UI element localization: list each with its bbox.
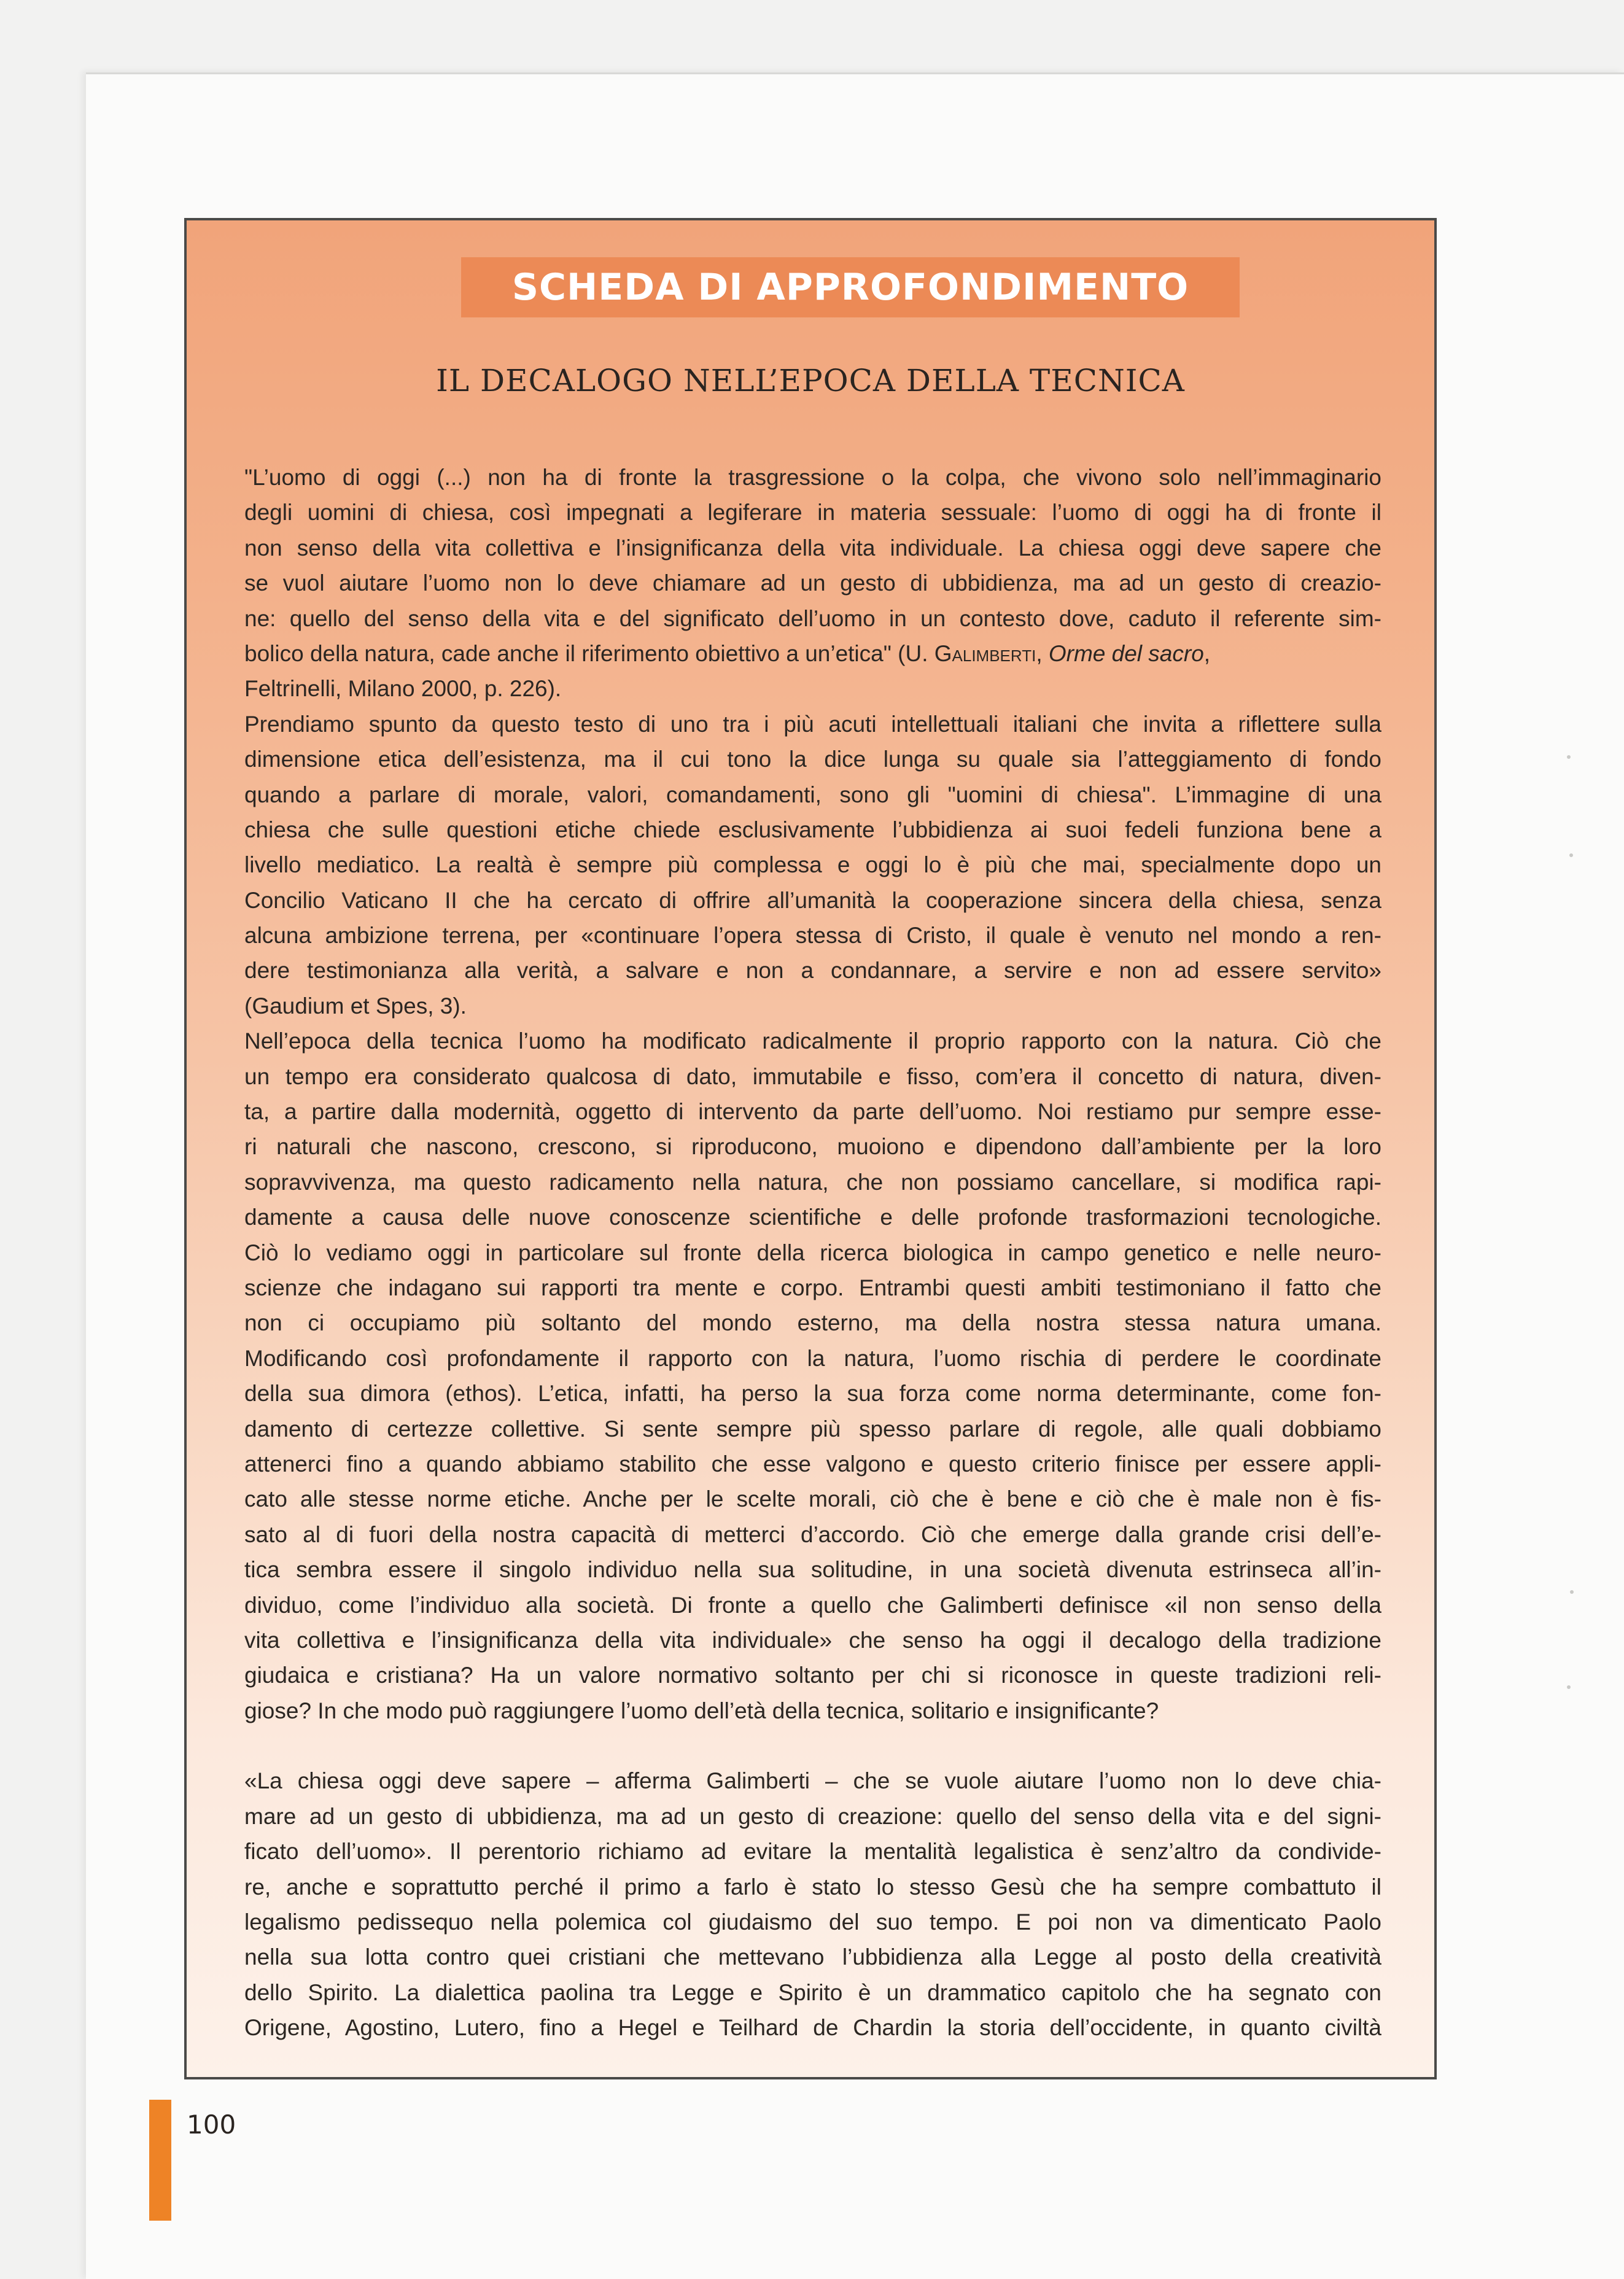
text-line: non ci occupiamo più soltanto del mondo esterno, ma della nostra stessa natura umana. xyxy=(244,1310,1381,1336)
text-line: ta, a partire dalla modernità, oggetto di intervento da parte dell’uomo. Noi restiamo pur sempre esse- xyxy=(244,1099,1381,1125)
text-line: livello mediatico. La realtà è sempre più complessa e oggi lo è più che mai, specialmente dopo un xyxy=(244,852,1381,878)
text-line: ne: quello del senso della vita e del significato dell’uomo in un contesto dove, caduto il referente sim- xyxy=(244,605,1381,631)
text-line: ficato dell’uomo». Il perentorio richiamo ad evitare la mentalità legalistica è senz’altro da condivide- xyxy=(244,1839,1381,1865)
citation-author: Galimberti xyxy=(934,640,1036,666)
margin-speck xyxy=(1567,755,1571,759)
section-badge: SCHEDA DI APPROFONDIMENTO xyxy=(461,257,1240,317)
text-line: giose? In che modo può raggiungere l’uomo dell’età della tecnica, solitario e insignificante? xyxy=(244,1698,1159,1723)
citation-work: Orme del sacro xyxy=(1048,640,1204,666)
text-line: giudaica e cristiana? Ha un valore normativo soltanto per chi si riconosce in queste tradizioni reli- xyxy=(244,1663,1381,1688)
text-line: damente a causa delle nuove conoscenze scientifiche e delle profonde trasformazioni tecnologiche. xyxy=(244,1205,1381,1230)
text-line: sato al di fuori della nostra capacità di metterci d’accordo. Ciò che emerge dalla grande crisi dell’e- xyxy=(244,1521,1381,1547)
text-line: damento di certezze collettive. Si sente sempre più spesso parlare di regole, alle quali dobbiamo xyxy=(244,1416,1381,1442)
text-line: Feltrinelli, Milano 2000, p. 226). xyxy=(244,676,562,702)
text-line: Origene, Agostino, Lutero, fino a Hegel e Teilhard de Chardin la storia dell’occidente, in quanto civiltà xyxy=(244,2015,1381,2041)
text-line: se vuol aiutare l’uomo non lo deve chiamare ad un gesto di ubbidienza, ma ad un gesto di creazio- xyxy=(244,570,1381,596)
paragraph-gap xyxy=(244,1728,1381,1763)
text-line: re, anche e soprattutto perché il primo a farlo è stato lo stesso Gesù che ha sempre combattuto il xyxy=(244,1874,1381,1900)
text-line: alcuna ambizione terrena, per «continuare l’opera stessa di Cristo, il quale è venuto nel mondo a ren- xyxy=(244,923,1381,949)
citation-separator: , xyxy=(1036,640,1049,666)
article-body xyxy=(244,460,1381,2046)
text-line: ri naturali che nascono, crescono, si riproducono, muoiono e dipendono dall’ambiente per la loro xyxy=(244,1134,1381,1160)
text-line: Concilio Vaticano II che ha cercato di offrire all’umanità la cooperazione sincera della chiesa, senza xyxy=(244,887,1381,913)
citation-lead: bolico della natura, cade anche il riferimento obiettivo a un’etica" (U. xyxy=(244,640,934,666)
text-line: Prendiamo spunto da questo testo di uno tra i più acuti intellettuali italiani che invita a riflettere sulla xyxy=(244,711,1381,737)
text-line: sopravvivenza, ma questo radicamento nella natura, che non possiamo cancellare, si modifica rapi- xyxy=(244,1169,1381,1195)
citation-tail: , xyxy=(1203,640,1211,666)
text-line: Nell’epoca della tecnica l’uomo ha modificato radicalmente il proprio rapporto con la natura. Ciò che xyxy=(244,1028,1381,1054)
text-line: degli uomini di chiesa, così impegnati a legiferare in materia sessuale: l’uomo di oggi ha di fronte il xyxy=(244,500,1381,526)
text-line: dello Spirito. La dialettica paolina tra Legge e Spirito è un drammatico capitolo che ha segnato con xyxy=(244,1979,1381,2005)
text-line: tica sembra essere il singolo individuo nella sua solitudine, in una società divenuta estrinseca all’in- xyxy=(244,1557,1381,1583)
text-line: (Gaudium et Spes, 3). xyxy=(244,993,467,1019)
text-line: legalismo pedissequo nella polemica col giudaismo del suo tempo. E poi non va dimenticato Paolo xyxy=(244,1909,1381,1935)
text-line: non senso della vita collettiva e l’insignificanza della vita individuale. La chiesa oggi deve sapere che xyxy=(244,535,1381,561)
article-title: IL DECALOGO NELL’EPOCA DELLA TECNICA xyxy=(436,363,1185,398)
page-number: 100 xyxy=(187,2110,236,2140)
text-line: attenerci fino a quando abbiamo stabilito che esse valgono e questo criterio finisce per essere appli- xyxy=(244,1451,1381,1477)
page-edge xyxy=(86,72,1624,74)
study-box xyxy=(184,218,1437,2079)
text-line: mare ad un gesto di ubbidienza, ma ad un gesto di creazione: quello del senso della vita e del signi- xyxy=(244,1803,1381,1829)
text-line: chiesa che sulle questioni etiche chiede esclusivamente l’ubbidienza ai suoi fedeli funziona bene a xyxy=(244,817,1381,842)
text-line: «La chiesa oggi deve sapere – afferma Galimberti – che se vuole aiutare l’uomo non lo deve chia- xyxy=(244,1768,1381,1794)
text-line: cato alle stesse norme etiche. Anche per le scelte morali, ciò che è bene e ciò che è male non è fis- xyxy=(244,1486,1381,1512)
text-line: della sua dimora (ethos). L’etica, infatti, ha perso la sua forza come norma determinante, come fon- xyxy=(244,1381,1381,1407)
text-line: dividuo, come l’individuo alla società. Di fronte a quello che Galimberti definisce «il non senso della xyxy=(244,1592,1381,1618)
text-line: scienze che indagano sui rapporti tra mente e corpo. Entrambi questi ambiti testimoniano il fatto che xyxy=(244,1275,1381,1300)
page-number-tab xyxy=(149,2100,171,2221)
margin-speck xyxy=(1569,853,1573,857)
text-line: quando a parlare di morale, valori, comandamenti, sono gli "uomini di chiesa". L’immagine di una xyxy=(244,782,1381,807)
text-line: Ciò lo vediamo oggi in particolare sul fronte della ricerca biologica in campo genetico e nelle neuro- xyxy=(244,1240,1381,1265)
text-line: Modificando così profondamente il rapporto con la natura, l’uomo rischia di perdere le coordinate xyxy=(244,1345,1381,1371)
text-line: vita collettiva e l’insignificanza della vita individuale» che senso ha oggi il decalogo della tradizione xyxy=(244,1627,1381,1653)
margin-speck xyxy=(1570,1590,1574,1594)
margin-speck xyxy=(1567,1685,1571,1689)
text-line: un tempo era considerato qualcosa di dato, immutabile e fisso, com’era il concetto di natura, diven- xyxy=(244,1063,1381,1089)
text-line: dere testimonianza alla verità, a salvare e non a condannare, a servire e non ad essere servito» xyxy=(244,958,1381,984)
text-line: "L’uomo di oggi (...) non ha di fronte la trasgressione o la colpa, che vivono solo nell’immaginario xyxy=(244,465,1381,490)
text-line-citation xyxy=(244,636,1381,671)
text-line: dimensione etica dell’esistenza, ma il cui tono la dice lunga su quale sia l’atteggiamento di fondo xyxy=(244,747,1381,772)
text-line: nella sua lotta contro quei cristiani che mettevano l’ubbidienza alla Legge al posto della creatività xyxy=(244,1944,1381,1970)
